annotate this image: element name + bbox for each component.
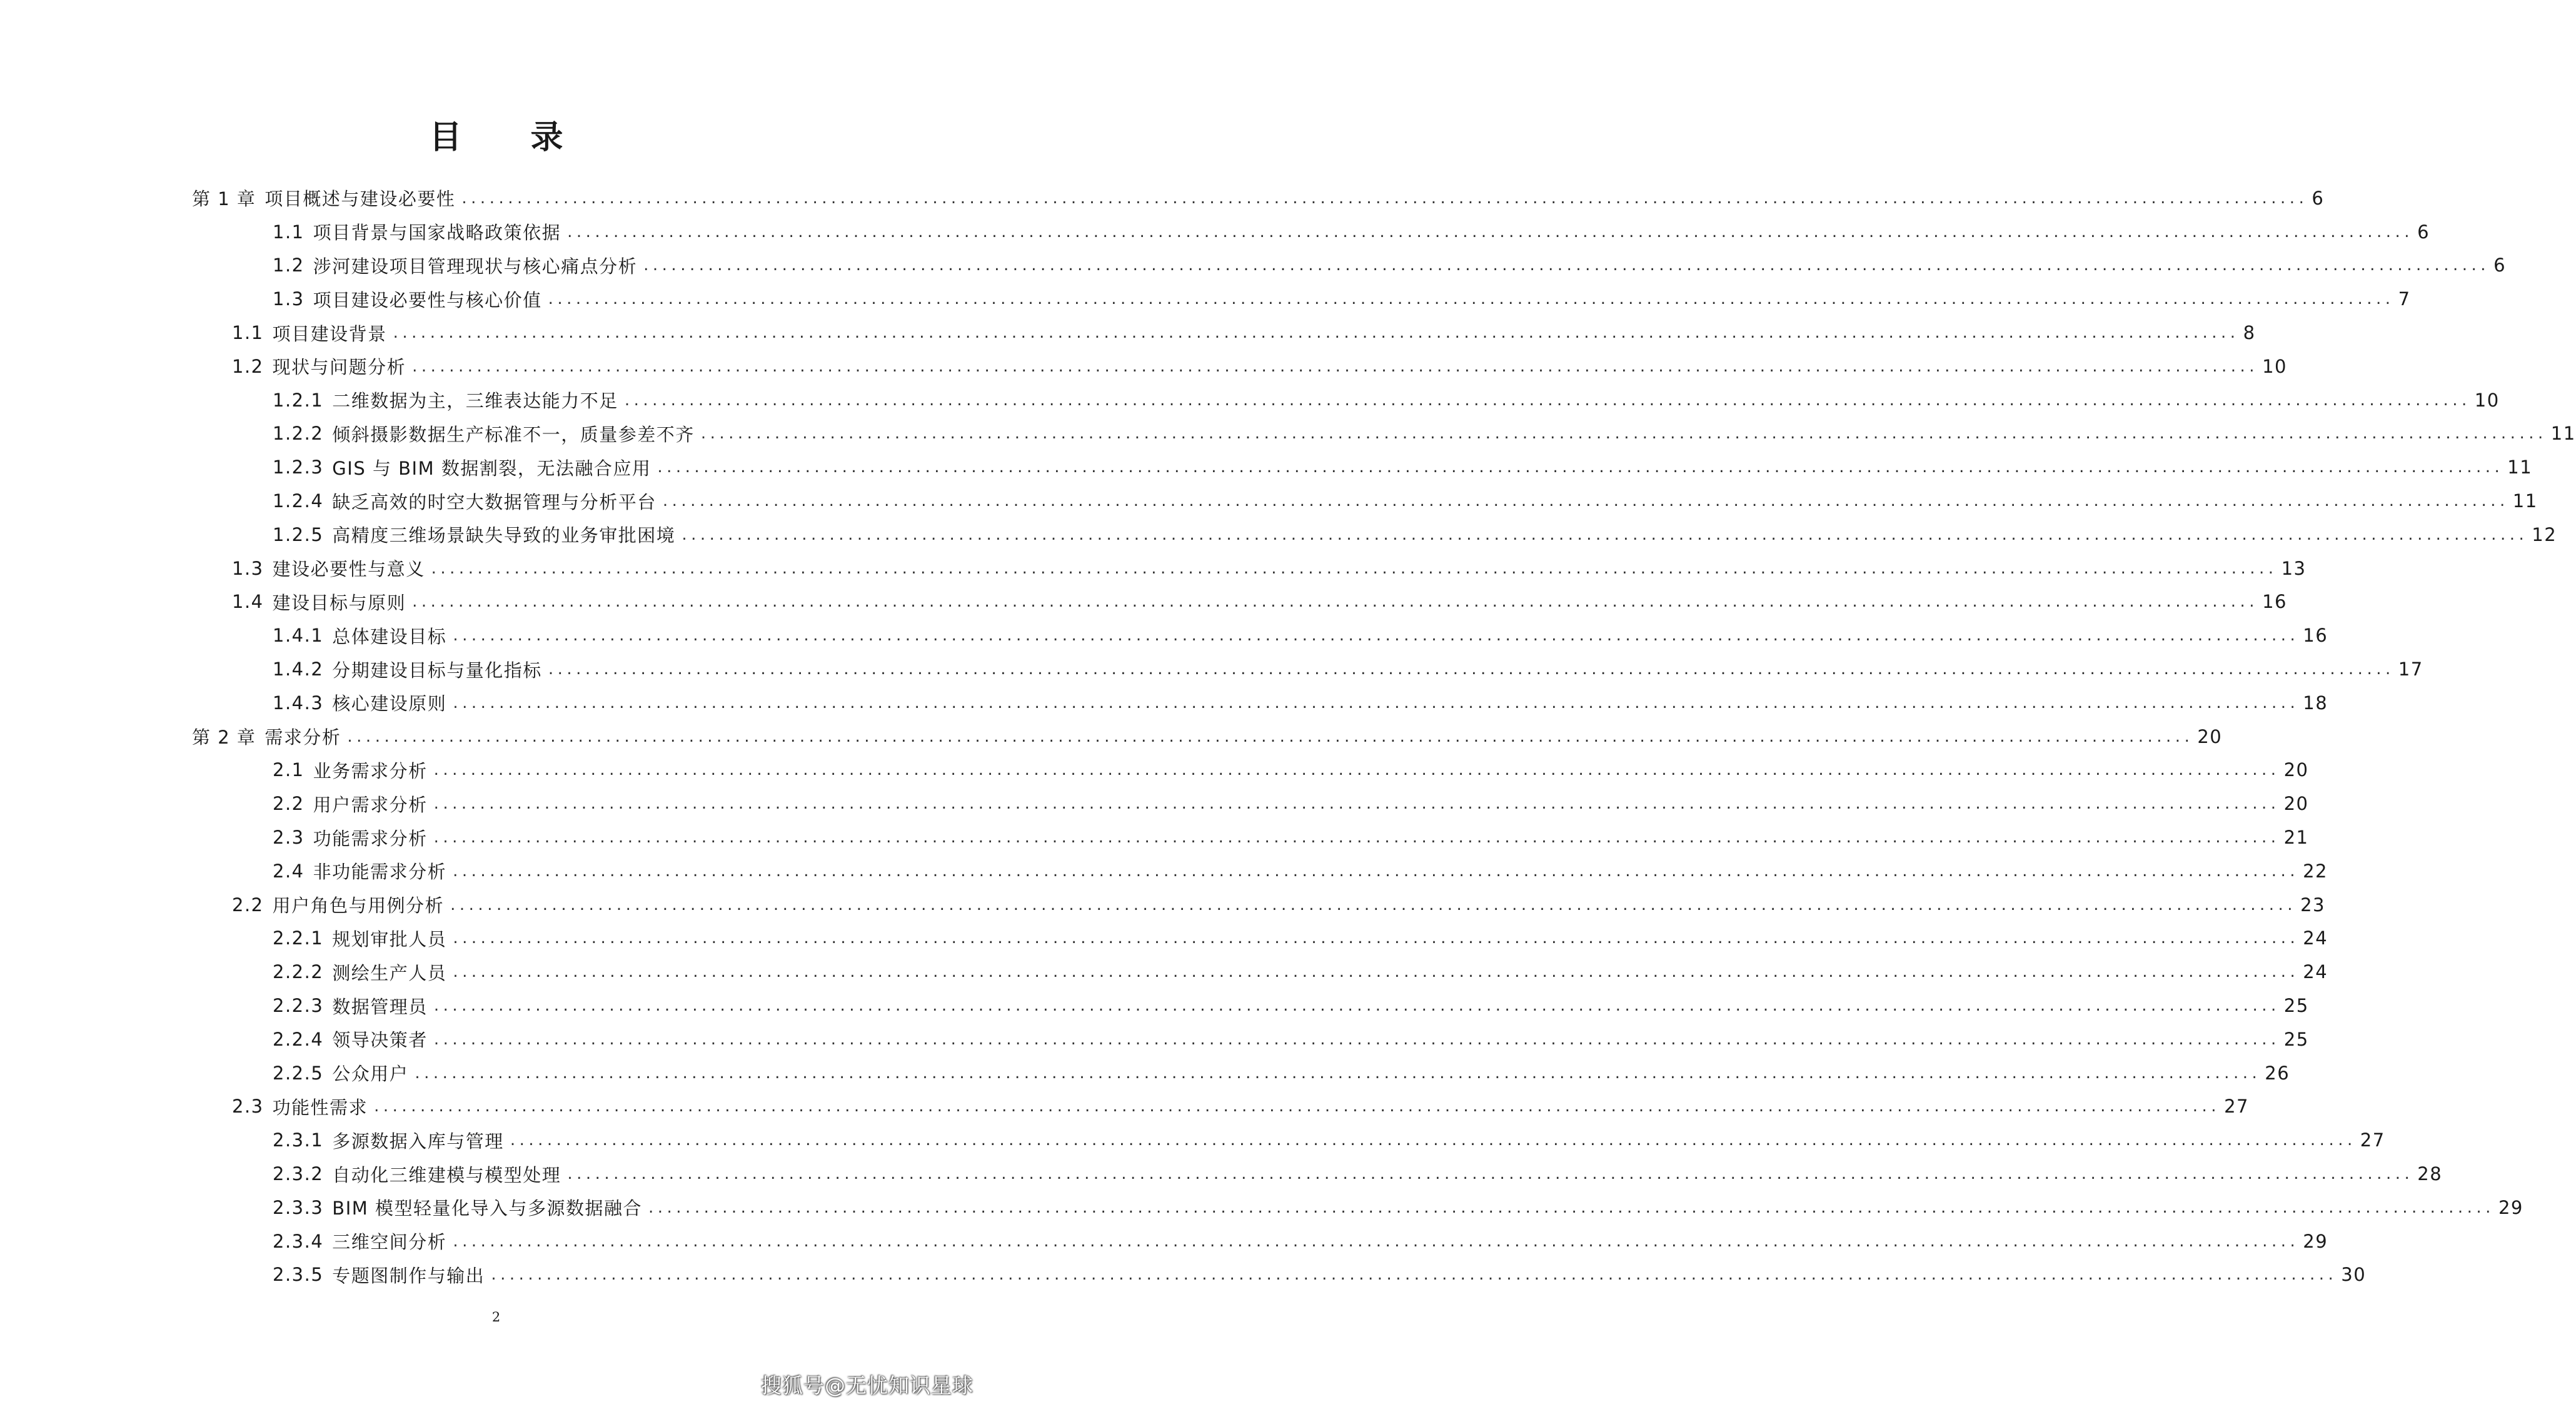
toc-dot-leader: ........................................................................................................................................................................................................ bbox=[393, 323, 2240, 343]
toc-entry-label: 涉河建设项目管理现状与核心痛点分析 bbox=[313, 255, 638, 277]
toc-entry[interactable] bbox=[0, 484, 2538, 518]
toc-entry-label: 项目背景与国家战略政策依据 bbox=[313, 222, 561, 244]
toc-entry-number: 2.1 bbox=[273, 759, 304, 781]
toc-entry-label: 三维空间分析 bbox=[332, 1231, 447, 1253]
watermark: 搜狐号@无忧知识星球 bbox=[761, 1373, 974, 1398]
toc-entry-number: 1.4.2 bbox=[273, 659, 324, 680]
toc-entry-label: 用户需求分析 bbox=[313, 794, 428, 816]
toc-entry-number: 1.2.5 bbox=[273, 523, 324, 545]
toc-entry-number: 1.2.2 bbox=[273, 423, 324, 445]
toc-entry-page: 8 bbox=[2243, 322, 2256, 344]
toc-entry[interactable] bbox=[0, 1191, 2523, 1225]
toc-entry-label: 领导决策者 bbox=[332, 1029, 428, 1051]
toc-dot-leader: ........................................................................................................................................................................................................ bbox=[453, 626, 2300, 645]
toc-entry-page: 12 bbox=[2532, 523, 2557, 545]
toc-dot-leader: ........................................................................................................................................................................................................ bbox=[453, 861, 2300, 881]
toc-dot-leader: ........................................................................................................................................................................................................ bbox=[567, 1164, 2414, 1183]
toc-entry-page: 29 bbox=[2303, 1230, 2328, 1252]
toc-entry-label: 现状与问题分析 bbox=[272, 356, 406, 378]
toc-entry-number: 2.2.5 bbox=[273, 1062, 324, 1084]
toc-entry[interactable] bbox=[0, 652, 2423, 686]
toc-dot-leader: ........................................................................................................................................................................................................ bbox=[643, 256, 2490, 275]
toc-entry-page: 22 bbox=[2303, 860, 2328, 882]
toc-entry-label: 二维数据为主，三维表达能力不足 bbox=[332, 390, 618, 412]
toc-entry-page: 18 bbox=[2303, 692, 2328, 714]
toc-entry-label: GIS 与 BIM 数据割裂，无法融合应用 bbox=[332, 457, 652, 479]
toc-entry-number: 1.2 bbox=[232, 355, 264, 377]
toc-dot-leader: ........................................................................................................................................................................................................ bbox=[682, 525, 2528, 544]
toc-entry-page: 6 bbox=[2417, 221, 2430, 243]
toc-entry-number: 2.3 bbox=[273, 827, 304, 849]
toc-entry[interactable] bbox=[0, 922, 2328, 956]
toc-entry[interactable] bbox=[0, 720, 2223, 754]
toc-entry-number: 2.2 bbox=[232, 894, 264, 916]
toc-entry-label: 缺乏高效的时空大数据管理与分析平台 bbox=[332, 491, 657, 513]
toc-entry-number: 第 1 章 bbox=[192, 188, 256, 210]
toc-entry[interactable] bbox=[0, 1258, 2367, 1292]
toc-entry-page: 25 bbox=[2283, 1028, 2309, 1050]
toc-entry-label: 业务需求分析 bbox=[313, 760, 428, 782]
toc-entry-page: 6 bbox=[2493, 255, 2507, 276]
toc-entry-label: 核心建设原则 bbox=[332, 693, 447, 715]
toc-entry[interactable] bbox=[0, 518, 2557, 552]
toc-entry[interactable] bbox=[0, 1225, 2328, 1258]
toc-entry-number: 1.1 bbox=[232, 322, 264, 344]
toc-entry-label: 公众用户 bbox=[332, 1063, 409, 1085]
toc-entry-page: 17 bbox=[2398, 659, 2423, 680]
toc-entry-label: 非功能需求分析 bbox=[313, 861, 447, 883]
toc-entry-label: 数据管理员 bbox=[332, 996, 428, 1018]
toc-dot-leader: ........................................................................................................................................................................................................ bbox=[412, 356, 2259, 376]
toc-entry-number: 1.4 bbox=[232, 591, 264, 613]
toc-entry-page: 30 bbox=[2341, 1264, 2367, 1286]
toc-entry-page: 20 bbox=[2283, 793, 2309, 815]
toc-entry[interactable] bbox=[0, 1123, 2385, 1157]
toc-entry-page: 23 bbox=[2300, 894, 2325, 916]
toc-entry-label: 专题图制作与输出 bbox=[332, 1265, 485, 1286]
toc-entry-page: 13 bbox=[2281, 557, 2307, 579]
toc-entry[interactable] bbox=[0, 821, 2309, 854]
toc-entry-number: 1.3 bbox=[273, 288, 304, 310]
toc-entry[interactable] bbox=[0, 282, 2411, 316]
toc-dot-leader: ........................................................................................................................................................................................................ bbox=[700, 424, 2547, 443]
toc-entry-page: 11 bbox=[2550, 423, 2576, 445]
toc-entry[interactable] bbox=[0, 417, 2576, 451]
toc-entry-page: 16 bbox=[2262, 591, 2287, 613]
toc-entry-page: 16 bbox=[2303, 625, 2328, 647]
toc-entry-number: 1.1 bbox=[273, 221, 304, 243]
toc-dot-leader: ........................................................................................................................................................................................................ bbox=[491, 1265, 2338, 1285]
toc-dot-leader: ........................................................................................................................................................................................................ bbox=[648, 1198, 2495, 1217]
toc-dot-leader: ........................................................................................................................................................................................................ bbox=[374, 1097, 2221, 1116]
toc-dot-leader: ........................................................................................................................................................................................................ bbox=[415, 1063, 2262, 1083]
toc-entry[interactable] bbox=[0, 181, 2325, 215]
toc-entry-label: 项目概述与建设必要性 bbox=[264, 188, 456, 210]
toc-entry-page: 24 bbox=[2303, 961, 2328, 983]
toc-entry-number: 1.2.4 bbox=[273, 490, 324, 512]
toc-entry-number: 2.3.5 bbox=[273, 1264, 324, 1286]
toc-dot-leader: ........................................................................................................................................................................................................ bbox=[461, 188, 2308, 208]
toc-entry-number: 2.2.1 bbox=[273, 927, 324, 949]
toc-dot-leader: ........................................................................................................................................................................................................ bbox=[431, 558, 2278, 578]
toc-entry-page: 27 bbox=[2360, 1129, 2385, 1151]
toc-entry[interactable] bbox=[0, 989, 2309, 1023]
toc-entry-number: 2.2.4 bbox=[273, 1028, 324, 1050]
toc-dot-leader: ........................................................................................................................................................................................................ bbox=[450, 895, 2297, 914]
toc-entry[interactable] bbox=[0, 754, 2309, 787]
toc-entry-number: 2.2.2 bbox=[273, 961, 324, 983]
toc-dot-leader: ........................................................................................................................................................................................................ bbox=[412, 592, 2259, 612]
toc-dot-leader: ........................................................................................................................................................................................................ bbox=[453, 962, 2300, 982]
page-title: 目 录 bbox=[429, 119, 592, 156]
toc-entry-number: 2.2 bbox=[273, 793, 304, 815]
toc-dot-leader: ........................................................................................................................................................................................................ bbox=[433, 996, 2280, 1016]
toc-entry-number: 2.2.3 bbox=[273, 995, 324, 1017]
toc-entry[interactable] bbox=[0, 249, 2507, 283]
toc-entry-label: 总体建设目标 bbox=[332, 625, 447, 647]
toc-dot-leader: ........................................................................................................................................................................................................ bbox=[548, 290, 2395, 309]
toc-entry[interactable] bbox=[0, 854, 2328, 888]
toc-dot-leader: ........................................................................................................................................................................................................ bbox=[624, 390, 2471, 410]
toc-dot-leader: ........................................................................................................................................................................................................ bbox=[433, 828, 2280, 847]
toc-entry-number: 2.3.2 bbox=[273, 1163, 324, 1184]
toc-entry-label: 建设目标与原则 bbox=[272, 592, 406, 614]
toc-entry[interactable] bbox=[0, 585, 2287, 619]
page-number: 2 bbox=[491, 1310, 501, 1325]
toc-entry-label: 项目建设背景 bbox=[272, 323, 387, 345]
toc-dot-leader: ........................................................................................................................................................................................................ bbox=[567, 222, 2414, 241]
toc-entry-page: 11 bbox=[2507, 457, 2533, 478]
toc-entry-number: 1.4.3 bbox=[273, 692, 324, 714]
toc-entry-label: 分期建设目标与量化指标 bbox=[332, 659, 542, 681]
toc-dot-leader: ........................................................................................................................................................................................................ bbox=[657, 458, 2504, 477]
toc-entry[interactable] bbox=[0, 955, 2328, 989]
toc-entry[interactable] bbox=[0, 787, 2309, 821]
toc-entry-page: 27 bbox=[2224, 1096, 2249, 1118]
toc-entry[interactable] bbox=[0, 686, 2328, 720]
toc-entry-number: 2.3.1 bbox=[273, 1129, 324, 1151]
toc-entry-label: BIM 模型轻量化导入与多源数据融合 bbox=[332, 1198, 642, 1220]
toc-entry-page: 20 bbox=[2197, 725, 2223, 747]
toc-entry-page: 26 bbox=[2265, 1062, 2290, 1084]
toc-entry-number: 1.3 bbox=[232, 557, 264, 579]
toc-entry-label: 高精度三维场景缺失导致的业务审批困境 bbox=[332, 525, 676, 547]
toc-dot-leader: ........................................................................................................................................................................................................ bbox=[433, 1029, 2280, 1049]
toc-entry[interactable] bbox=[0, 1056, 2290, 1090]
toc-entry[interactable] bbox=[0, 350, 2287, 383]
toc-dot-leader: ........................................................................................................................................................................................................ bbox=[453, 1231, 2300, 1251]
toc-entry[interactable] bbox=[0, 1023, 2309, 1056]
toc-entry-label: 建设必要性与意义 bbox=[272, 558, 425, 580]
toc-dot-leader: ........................................................................................................................................................................................................ bbox=[548, 660, 2395, 679]
toc-entry-label: 需求分析 bbox=[264, 727, 341, 749]
toc-entry[interactable] bbox=[0, 450, 2533, 484]
toc-entry-number: 1.2.3 bbox=[273, 457, 324, 478]
toc-entry-label: 功能需求分析 bbox=[313, 827, 428, 849]
table-of-contents bbox=[0, 181, 2576, 1291]
toc-entry-label: 多源数据入库与管理 bbox=[332, 1130, 504, 1152]
toc-entry[interactable] bbox=[0, 383, 2500, 417]
toc-entry-page: 6 bbox=[2312, 187, 2325, 209]
toc-entry-page: 10 bbox=[2474, 389, 2500, 411]
toc-entry-number: 第 2 章 bbox=[192, 727, 256, 749]
toc-entry[interactable] bbox=[0, 1090, 2249, 1124]
toc-dot-leader: ........................................................................................................................................................................................................ bbox=[662, 492, 2509, 511]
toc-dot-leader: ........................................................................................................................................................................................................ bbox=[433, 760, 2280, 780]
toc-entry-label: 自动化三维建模与模型处理 bbox=[332, 1164, 561, 1186]
toc-dot-leader: ........................................................................................................................................................................................................ bbox=[453, 929, 2300, 948]
toc-entry-page: 21 bbox=[2283, 827, 2309, 849]
toc-entry[interactable] bbox=[0, 1157, 2443, 1191]
toc-entry-page: 10 bbox=[2262, 355, 2287, 377]
toc-dot-leader: ........................................................................................................................................................................................................ bbox=[510, 1131, 2357, 1150]
toc-entry-page: 11 bbox=[2512, 490, 2538, 512]
toc-dot-leader: ........................................................................................................................................................................................................ bbox=[433, 794, 2280, 814]
toc-entry-number: 1.4.1 bbox=[273, 625, 324, 647]
toc-entry-number: 2.3.3 bbox=[273, 1196, 324, 1218]
toc-entry-label: 倾斜摄影数据生产标准不一，质量参差不齐 bbox=[332, 423, 695, 445]
toc-entry-number: 2.3 bbox=[232, 1096, 264, 1118]
toc-entry-label: 测绘生产人员 bbox=[332, 962, 447, 984]
toc-entry-page: 24 bbox=[2303, 927, 2328, 949]
toc-entry-page: 28 bbox=[2417, 1163, 2443, 1184]
toc-entry-page: 20 bbox=[2283, 759, 2309, 781]
toc-dot-leader: ........................................................................................................................................................................................................ bbox=[347, 727, 2194, 746]
toc-entry-number: 2.4 bbox=[273, 860, 304, 882]
toc-entry-number: 1.2 bbox=[273, 255, 304, 276]
toc-entry-page: 25 bbox=[2283, 995, 2309, 1017]
toc-dot-leader: ........................................................................................................................................................................................................ bbox=[453, 693, 2300, 712]
toc-entry-label: 项目建设必要性与核心价值 bbox=[313, 289, 542, 311]
toc-entry-page: 7 bbox=[2398, 288, 2411, 310]
toc-entry[interactable] bbox=[0, 316, 2256, 350]
toc-entry[interactable] bbox=[0, 888, 2325, 922]
toc-entry[interactable] bbox=[0, 215, 2430, 249]
toc-entry-label: 用户角色与用例分析 bbox=[272, 895, 445, 917]
toc-entry-label: 功能性需求 bbox=[272, 1096, 368, 1118]
toc-entry-number: 1.2.1 bbox=[273, 389, 324, 411]
toc-entry-label: 规划审批人员 bbox=[332, 928, 447, 950]
toc-entry-page: 29 bbox=[2498, 1196, 2523, 1218]
toc-entry[interactable] bbox=[0, 619, 2328, 652]
toc-entry-number: 2.3.4 bbox=[273, 1230, 324, 1252]
toc-entry[interactable] bbox=[0, 552, 2307, 585]
